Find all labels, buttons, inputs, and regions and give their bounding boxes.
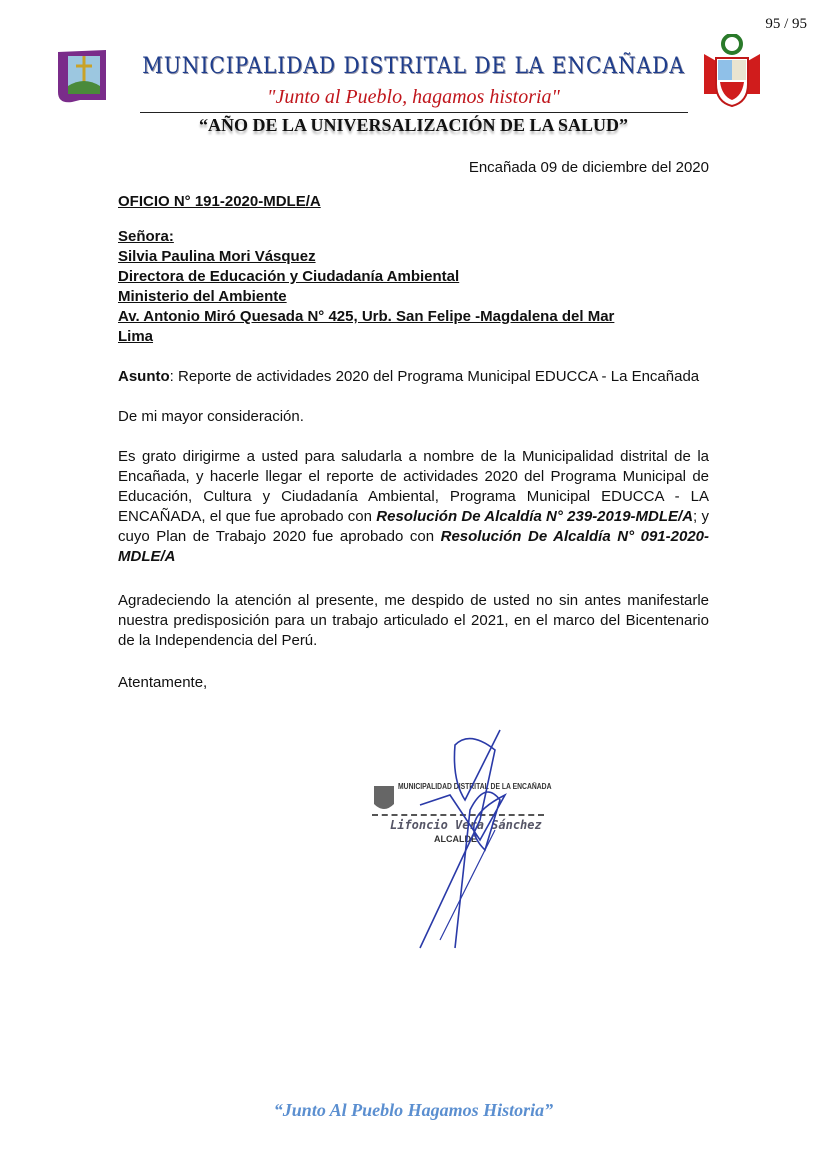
- body-text: Es grato dirigirme a usted para saludarla a nombre de la Municipalidad distrital de la Encañada, y hacerle llegar el reporte de actividades 2020 del Programa Municipal de Educación, Cultura y Ciudadanía Ambiental, Programa Municipal EDUCCA - LA ENCAÑADA, el que fue aprobado con: [118, 448, 709, 525]
- subject-label: Asunto: [118, 368, 170, 385]
- signatory-name: Lifoncio Vera Sánchez: [390, 818, 542, 832]
- page-number: 95 / 95: [765, 16, 807, 32]
- recipient-institution: Ministerio del Ambiente: [118, 288, 287, 305]
- stamp-institution: MUNICIPALIDAD DISTRITAL DE LA ENCAÑADA: [398, 782, 552, 791]
- recipient-salutation: Señora:: [118, 228, 174, 245]
- closing: Atentamente,: [118, 674, 208, 691]
- handwritten-signature: [360, 720, 560, 950]
- year-motto: “AÑO DE LA UNIVERSALIZACIÓN DE LA SALUD”: [198, 115, 629, 135]
- recipient-city: Lima: [118, 328, 154, 345]
- resolution-reference: Resolución De Alcaldía N° 091-2020-MDLE/A: [118, 528, 710, 565]
- body-paragraph-2: Agradeciendo la atención al presente, me despido de usted no sin antes manifestarle nuestra predisposición para un trabajo articulado el 2021, en el marco del Bicentenario de la Independencia del Perú.: [118, 592, 709, 649]
- header-divider: [140, 112, 688, 113]
- body-paragraph-1: [118, 447, 709, 567]
- letter-date: Encañada 09 de diciembre del 2020: [468, 159, 709, 176]
- header-slogan: "Junto al Pueblo, hagamos historia": [267, 86, 560, 108]
- footer-slogan: “Junto Al Pueblo Hagamos Historia”: [273, 1100, 554, 1120]
- municipality-title: MUNICIPALIDAD DISTRITAL DE LA ENCAÑADA: [142, 54, 685, 79]
- subject-text: : Reporte de actividades 2020 del Programa Municipal EDUCCA - La Encañada: [169, 368, 700, 385]
- resolution-reference: Resolución De Alcaldía N° 239-2019-MDLE/A: [376, 508, 694, 525]
- recipient-position: Directora de Educación y Ciudadanía Ambiental: [118, 268, 460, 285]
- recipient-block: [118, 227, 709, 347]
- body-text: ; y cuyo Plan de Trabajo 2020 fue aprobado con: [118, 508, 709, 545]
- subject-line: [118, 367, 709, 387]
- signatory-role: ALCALDE: [434, 834, 477, 844]
- greeting: De mi mayor consideración.: [118, 408, 304, 425]
- letter-reference: OFICIO N° 191-2020-MDLE/A: [118, 193, 321, 210]
- recipient-address: Av. Antonio Miró Quesada N° 425, Urb. San Felipe -Magdalena del Mar: [118, 308, 615, 325]
- recipient-name: Silvia Paulina Mori Vásquez: [118, 248, 316, 265]
